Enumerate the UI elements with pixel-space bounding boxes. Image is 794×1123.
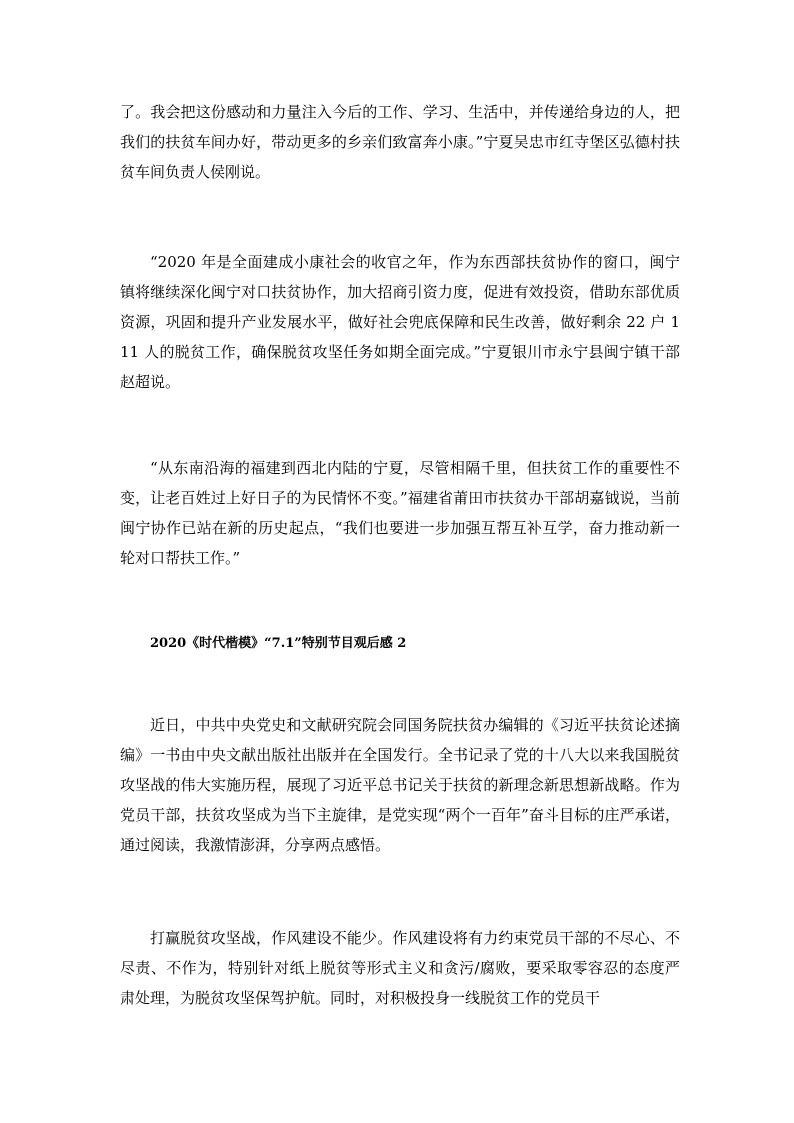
- section-heading: 2020《时代楷模》“7.1”特别节目观后感 2: [150, 636, 407, 651]
- paragraph-1: 了。我会把这份感动和力量注入今后的工作、学习、生活中，并传递给身边的人，把我们的扶贫车间办好，带动更多的乡亲们致富奔小康。”宁夏吴忠市红寺堡区弘德村扶贫车间负责人侯刚说。: [120, 103, 680, 181]
- paragraph-3: “从东南沿海的福建到西北内陆的宁夏，尽管相隔千里，但扶贫工作的重要性不变，让老百姓过上好日子的为民情怀不变。”福建省莆田市扶贫办干部胡嘉钺说，当前闽宁协作已站在新的历史起点，“我们也要进一步加强互帮互补互学，奋力推动新一轮对口帮扶工作。”: [120, 459, 680, 567]
- paragraph-5: 打赢脱贫攻坚战，作风建设不能少。作风建设将有力约束党员干部的不尽心、不尽责、不作为，特别针对纸上脱贫等形式主义和贪污/腐败，要采取零容忍的态度严肃处理，为脱贫攻坚保驾护航。同时，对积极投身一线脱贫工作的党员干: [120, 929, 680, 1007]
- paragraph-2: “2020 年是全面建成小康社会的收官之年，作为东西部扶贫协作的窗口，闽宁镇将继续深化闽宁对口扶贫协作，加大招商引资力度，促进有效投资，借助东部优质资源，巩固和提升产业发展水平，做好社会兜底保障和民生改善，做好剩余 22 户 111 人的脱贫工作，确保脱贫攻坚任务如期全面完成。”宁夏银川市永宁县闽宁镇干部赵超说。: [120, 253, 680, 391]
- paragraph-4: 近日，中共中央党史和文献研究院会同国务院扶贫办编辑的《习近平扶贫论述摘编》一书由中央文献出版社出版并在全国发行。全书记录了党的十八大以来我国脱贫攻坚战的伟大实施历程，展现了习近平总书记关于扶贫的新理念新思想新战略。作为党员干部，扶贫攻坚成为当下主旋律，是党实现“两个一百年”奋斗目标的庄严承诺，通过阅读，我激情澎湃，分享两点感悟。: [120, 716, 680, 854]
